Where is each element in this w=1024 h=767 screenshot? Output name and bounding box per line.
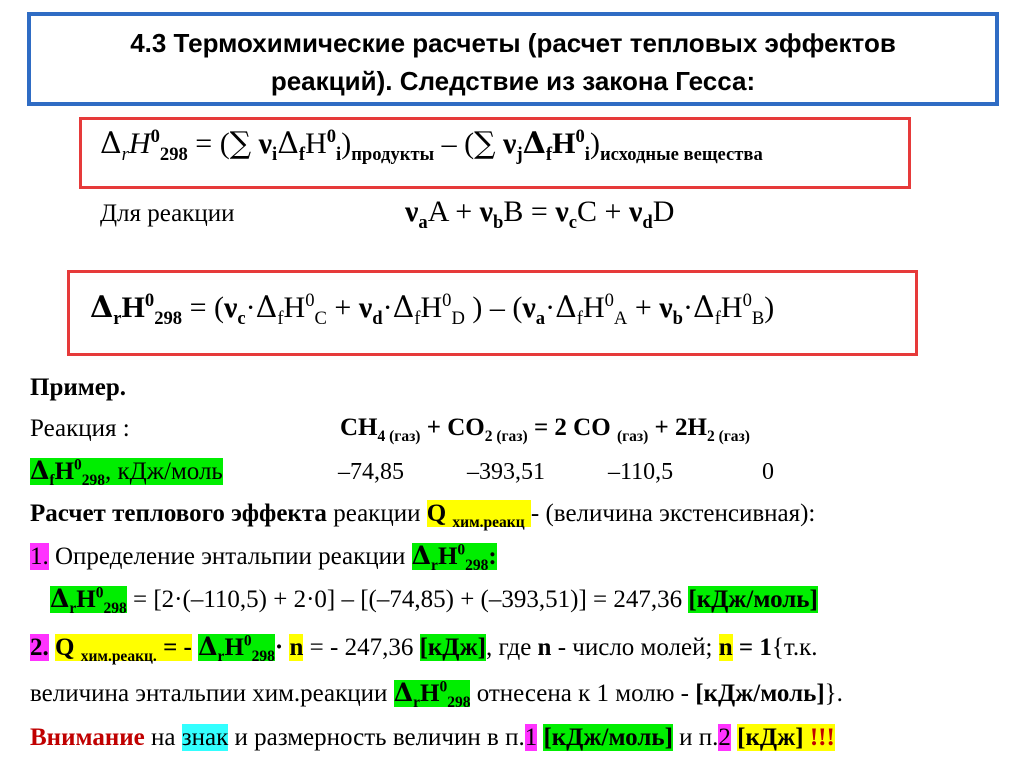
example-heading: Пример. [30,374,127,401]
hess-formula: $\Delta_rH^0_{298}$ = (∑ $\nu_i\Delta_fH^0_i)_{продукты}$ – (∑ $\nu_j\Delta_fH^0_i)_{исходные вещества}$ [100,126,763,165]
title-line-1: 4.3 Термохимические расчеты (расчет тепловых эффектов [130,28,896,58]
dh-ch4: –74,85 [338,459,404,485]
example-reaction: $CH_{4 (газ)} + CO_{2 (газ)} = 2$ CO $_{(газ)} + 2H_{2 (газ)}$ [340,414,750,445]
attention-word: Внимание [30,724,145,751]
step-1-equation: $\Delta_rH^0_{298} = [2\cdot(-110,5) + 2\cdot 0] - [(-74,85) + (-393,51)] = 247,36$ [кДж/моль] [50,584,818,617]
attention-line: Внимание на знак и размерность величин в п.1 [кДж/моль] и п.2 [кДж] !!! [30,724,835,751]
dh-co2: –393,51 [467,459,545,485]
general-reaction: $\nu_aA + \nu_bB = \nu_cC + \nu_dD$ [405,195,675,233]
step-1-number: 1. [30,543,49,570]
dh-h2: 0 [762,459,774,485]
products-label: продукты [351,144,435,165]
formation-enthalpy-row: $\Delta_fH^0_{298}$, кДж/моль [30,456,223,489]
reaction-label: Для реакции [100,200,235,227]
enthalpy-formula: $\Delta_rH^0_{298} = (\nu_c\cdot\Delta_fH^0_C + \nu_d\cdot\Delta_fH^0_D$ ) – $(\nu_a\cdot\Delta_fH^0_A + \nu_b\cdot\Delta_fH^0_B)$ [90,290,775,329]
dh-co: –110,5 [608,459,674,485]
calc-line: Расчет теплового эффекта реакции Q $_{хим.реакц}$ - (величина экстенсивная): [30,500,816,531]
example-reaction-row [30,415,130,443]
step-2: 2. Q $_{хим.реакц.}$ = - $\Delta_rH^0_{298}\cdot n$ = - 247,36 [кДж], где n - число молей; n = 1{т.к. [30,632,818,665]
step-1: 1. Определение энтальпии реакции $\Delta_rH^0_{298}$: [30,541,497,574]
step-2-number: 2. [30,634,49,661]
reaction-row-label: Реакция : [30,415,130,442]
slide-title [27,12,999,106]
enthalpy-unit: , кДж/моль [105,458,223,485]
title-line-2: реакций). Следствие из закона Гесса: [270,66,756,96]
reactants-label: исходные вещества [599,144,763,165]
step-2-continued: величина энтальпии хим.реакции $\Delta_rH^0_{298}$ отнесена к 1 молю - [кДж/моль]}. [30,678,843,711]
